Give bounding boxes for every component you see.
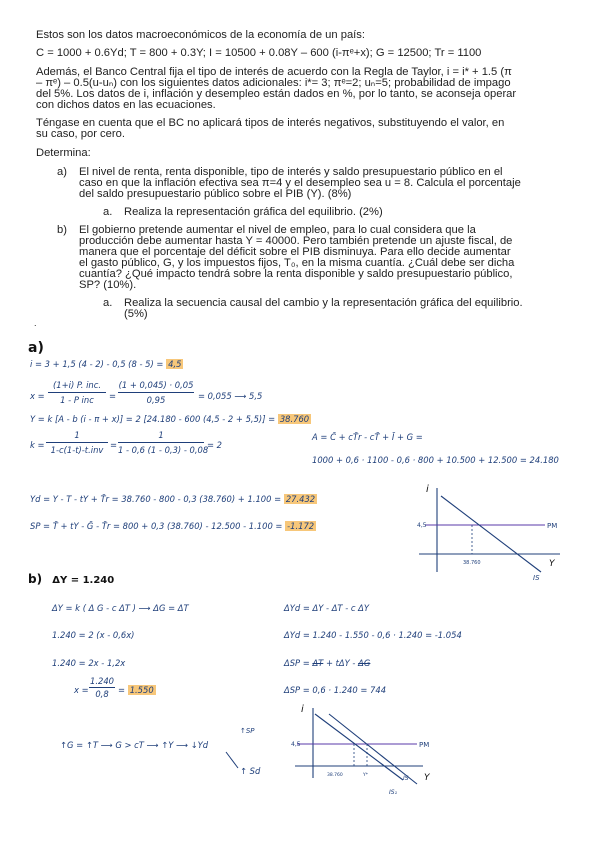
interest-rate-result: 4,5 — [168, 359, 182, 369]
risk-premium-equals: = — [109, 391, 117, 401]
taylor-text-2: – πᵉ) – 0.5(u-uₙ) con los siguientes datos adicionales: i*= 3; πᵉ=2; uₙ=5; probabilidad de impago — [36, 77, 511, 89]
risk-premium-x-label: x = — [30, 391, 45, 401]
b-line-4-equals: = 1.550 — [118, 685, 154, 695]
b-right-line-3b: ΔT — [312, 658, 324, 668]
multiplier-denominator-2: 1 - 0,6 (1 - 0,3) - 0,08 — [118, 445, 209, 455]
risk-premium-denominator: 1 - P inc — [60, 395, 94, 405]
income-line — [30, 414, 311, 424]
question-b-label: b) — [57, 224, 67, 236]
graph-b-is1-label: IS₁ — [389, 789, 397, 796]
income-equation: Y = k [A - b (i - π + x)] = 2 [24.180 - 600 (4,5 - 2 + 5,5)] = — [30, 414, 276, 424]
disposable-income-result: 27.432 — [285, 494, 316, 504]
solution-b-delta-y: ΔY = 1.240 — [52, 575, 115, 586]
b-right-line-3d: ΔG — [358, 658, 371, 668]
b-right-line-3 — [284, 658, 370, 668]
budget-balance-result: -1.172 — [287, 521, 315, 531]
multiplier-fraction-1 — [46, 430, 108, 455]
question-a-label: a) — [57, 166, 67, 178]
question-b-sub-line-1: Realiza la secuencia causal del cambio y la representación gráfica del equilibrio. — [124, 297, 523, 309]
solution-a-heading: a) — [28, 340, 44, 356]
causal-chain-arrow-line — [226, 752, 238, 768]
multiplier-k-label: k = — [30, 440, 45, 450]
graph-a-is-curve — [441, 496, 541, 572]
note-text-2: su caso, por cero. — [36, 128, 125, 140]
question-b-line-1: El gobierno pretende aumentar el nivel de empleo, para lo cual considera que la — [79, 224, 476, 236]
graph-b-is0-curve — [315, 714, 403, 780]
graph-a-rate-label: 4,5 — [417, 522, 427, 529]
multiplier-equals: = — [110, 440, 118, 450]
multiplier-result: = 2 — [207, 440, 223, 450]
b-right-line-3a: ΔSP = — [284, 658, 313, 668]
equilibrium-graph-a — [405, 478, 575, 588]
interest-rate-line — [30, 359, 183, 369]
question-b-line-6: SP? (10%). — [79, 279, 137, 291]
solution-b-heading — [28, 572, 114, 586]
question-b-sub-label: a. — [103, 297, 113, 309]
taylor-text-4: con dichos datos en las ecuaciones. — [36, 99, 216, 111]
graph-b-is0-label: IS — [403, 775, 409, 782]
interest-rate-equation: i = 3 + 1,5 (4 - 2) - 0,5 (8 - 5) = — [30, 359, 164, 369]
disposable-income-equation: Yd = Y - T - tY + T̄r = 38.760 - 800 - 0,3 (38.760) + 1.100 = — [30, 494, 282, 504]
graph-a-is-label: IS — [533, 574, 540, 582]
graph-a-i-label: i — [426, 484, 429, 495]
multiplier-denominator: 1-c(1-t)-t.inv — [50, 445, 104, 455]
graph-a-y-value: 38.760 — [463, 560, 481, 566]
budget-balance-equation: SP = T̄ + tY - Ḡ - T̄r = 800 + 0,3 (38.760) - 12.500 - 1.100 = — [30, 521, 283, 531]
solution-b-label: b) — [28, 572, 43, 586]
disposable-income-line — [30, 494, 317, 504]
b-line-3: 1.240 = 2x - 1,2x — [52, 658, 126, 668]
b-line-4-denominator: 0,8 — [95, 689, 109, 699]
question-a-line-1: El nivel de renta, renta disponible, tipo de interés y saldo presupuestario público en el — [79, 166, 503, 178]
question-b-line-3: manera que el porcentaje del déficit sobre el PIB disminuya. Para ello decide aumentar — [79, 246, 511, 258]
question-b-sub-line-2: (5%) — [124, 308, 148, 320]
risk-premium-numerator-2: (1 + 0,045) · 0,05 — [118, 380, 194, 393]
risk-premium-denominator-2: 0,95 — [146, 395, 166, 405]
note-text-1: Téngase en cuenta que el BC no aplicará tipos de interés negativos, substituyendo el valor, en — [36, 117, 505, 129]
causal-chain-sp: ↑SP — [240, 727, 255, 735]
question-b-line-4: el gasto público, G, y los impuestos fijos, T₀, en la misma cuantía. ¿Cuál debe ser dicha — [79, 257, 515, 269]
budget-balance-line — [30, 521, 316, 531]
taylor-text-1: Además, el Banco Central fija el tipo de interés de acuerdo con la Regla de Taylor, i = i* + 1.5 (π — [36, 66, 512, 78]
graph-b-pm-label: PM — [419, 741, 430, 749]
multiplier-fraction-2 — [118, 430, 209, 455]
question-b-line-5: cuantía? ¿Qué impacto tendrá sobre la renta disponible y saldo presupuestario público, — [79, 268, 513, 280]
b-right-line-3c: + tΔY - — [323, 658, 359, 668]
causal-chain: ↑G = ↑T ⟶ G > cT ⟶ ↑Y ⟶ ↓Yd — [60, 740, 209, 750]
causal-chain-arrow — [222, 750, 252, 774]
b-right-line-1: ΔYd = ΔY - ΔT - c ΔY — [284, 603, 369, 613]
b-right-line-4: ΔSP = 0,6 · 1.240 = 744 — [284, 685, 387, 695]
b-line-1: ΔY = k ( Δ G - c ΔT ) ⟶ ΔG = ΔT — [52, 603, 189, 613]
multiplier-numerator-2: 1 — [118, 430, 204, 443]
b-line-2: 1.240 = 2 (x - 0,6x) — [52, 630, 135, 640]
graph-b-y-label: Y — [424, 773, 430, 783]
b-line-4-result: 1.550 — [129, 685, 154, 695]
question-a-line-2: caso en que la inflación efectiva sea π=4 y el desempleo sea u = 8. Calcula el porcentaje — [79, 177, 521, 189]
b-right-line-2: ΔYd = 1.240 - 1.550 - 0,6 · 1.240 = -1.054 — [284, 630, 462, 640]
autonomous-spending-line-2: 1000 + 0,6 · 1100 - 0,6 · 800 + 10.500 + 12.500 = 24.180 — [312, 455, 559, 465]
question-a-line-3: del saldo presupuestario público sobre el PIB (Y). (8%) — [79, 188, 352, 200]
equations-text: C = 1000 + 0.6Yd; T = 800 + 0.3Y; I = 10500 + 0.08Y – 600 (i-πᵉ+x); G = 12500; Tr = 1100 — [36, 47, 482, 59]
risk-premium-numerator: (1+i) P. inc. — [48, 380, 106, 393]
causal-chain-sd: ↑ Sd — [240, 766, 261, 776]
graph-b-i-label: i — [301, 704, 304, 715]
graph-a-y-label: Y — [549, 559, 555, 569]
risk-premium-fraction-2 — [118, 380, 194, 405]
question-b-line-2: producción debe aumentar hasta Y = 40000. Pero también pretende un ajuste fiscal, de — [79, 235, 513, 247]
graph-b-rate-label: 4,5 — [291, 741, 301, 748]
b-line-4-fraction — [89, 676, 115, 699]
risk-premium-fraction-1 — [48, 380, 106, 405]
graph-b-y-value-2: Y* — [363, 773, 368, 778]
b-line-4-numerator: 1.240 — [90, 676, 114, 686]
multiplier-numerator: 1 — [46, 430, 108, 443]
risk-premium-result: = 0,055 ⟶ 5,5 — [198, 391, 263, 401]
question-a-sub-text: Realiza la representación gráfica del equilibrio. (2%) — [124, 206, 383, 218]
autonomous-spending-line-1: A = C̄ + cT̄r - cT̄ + Ī + G = — [312, 432, 423, 442]
determina-label: Determina: — [36, 147, 91, 159]
equilibrium-graph-b — [285, 700, 435, 800]
income-result: 38.760 — [279, 414, 310, 424]
taylor-text-3: del 5%. Los datos de i, inflación y desempleo están dados en %, por lo tanto, se aconseja operar — [36, 88, 517, 100]
page-dot: . — [34, 318, 37, 328]
b-line-4-lhs: x = — [74, 685, 89, 695]
graph-b-y-value-1: 38.760 — [327, 773, 343, 778]
graph-a-pm-label: PM — [547, 522, 558, 530]
intro-text: Estos son los datos macroeconómicos de la economía de un país: — [36, 29, 365, 41]
question-a-sub-label: a. — [103, 206, 113, 218]
